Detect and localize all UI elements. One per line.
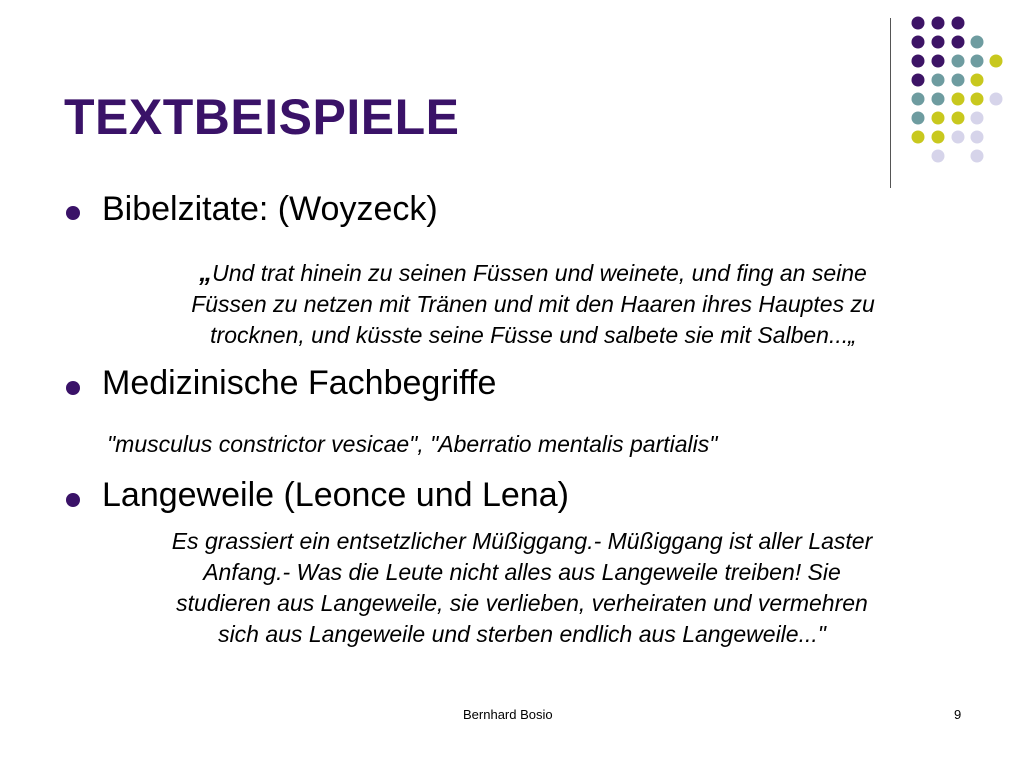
quote-woyzeck [100, 257, 966, 351]
opening-quote-mark: „ [199, 257, 213, 287]
quote-line-text: Und trat hinein zu seinen Füssen und weinete, und fing an seine [212, 260, 867, 286]
quote-line: Füssen zu netzen mit Tränen und mit den Haaren ihres Hauptes zu [191, 291, 875, 317]
grid-dot [932, 93, 945, 106]
grid-dot [971, 131, 984, 144]
grid-dot [952, 17, 965, 30]
grid-dot [932, 17, 945, 30]
quote-line: "musculus constrictor vesicae", "Aberratio mentalis partialis" [107, 431, 718, 457]
page-number: 9 [954, 707, 962, 722]
grid-dot [912, 93, 925, 106]
grid-dot [952, 36, 965, 49]
grid-dot [971, 55, 984, 68]
grid-dot [971, 93, 984, 106]
grid-dot [971, 36, 984, 49]
grid-dot [932, 36, 945, 49]
grid-dot [990, 55, 1003, 68]
bullet-label-fachbegriffe: Medizinische Fachbegriffe [102, 364, 497, 402]
bullet-label-langeweile: Langeweile (Leonce und Lena) [102, 476, 569, 514]
grid-dot [932, 150, 945, 163]
grid-dot [932, 112, 945, 125]
grid-dot [952, 112, 965, 125]
quote-line: sich aus Langeweile und sterben endlich aus Langeweile..." [218, 621, 826, 647]
quote-fachbegriffe [107, 429, 717, 460]
grid-dot [912, 112, 925, 125]
slide-title: TEXTBEISPIELE [64, 89, 460, 145]
grid-dot [912, 36, 925, 49]
quote-line [100, 257, 966, 289]
grid-dot [971, 112, 984, 125]
bullet-label-bibelzitate: Bibelzitate: (Woyzeck) [102, 190, 438, 228]
grid-dot [952, 131, 965, 144]
grid-dot [952, 74, 965, 87]
vertical-divider [890, 18, 891, 188]
grid-dot [990, 93, 1003, 106]
grid-dot [912, 17, 925, 30]
quote-line: trocknen, und küsste seine Füsse und salbete sie mit Salben...„ [210, 322, 856, 348]
quote-leonce-und-lena [66, 526, 978, 650]
grid-dot [971, 74, 984, 87]
grid-dot [932, 74, 945, 87]
grid-dot [952, 55, 965, 68]
grid-dot [912, 131, 925, 144]
quote-line: Anfang.- Was die Leute nicht alles aus Langeweile treiben! Sie [203, 559, 841, 585]
decorative-dot-grid [0, 0, 1024, 200]
grid-dot [952, 93, 965, 106]
grid-dot [912, 55, 925, 68]
grid-dot [932, 131, 945, 144]
quote-line: studieren aus Langeweile, sie verlieben, verheiraten und vermehren [176, 590, 868, 616]
bullet-dot [66, 493, 80, 507]
grid-dot [971, 150, 984, 163]
grid-dot [912, 74, 925, 87]
bullet-dot [66, 381, 80, 395]
grid-dot [932, 55, 945, 68]
footer-author: Bernhard Bosio [463, 707, 553, 722]
quote-line: Es grassiert ein entsetzlicher Müßiggang.- Müßiggang ist aller Laster [171, 528, 873, 554]
bullet-dot [66, 206, 80, 220]
